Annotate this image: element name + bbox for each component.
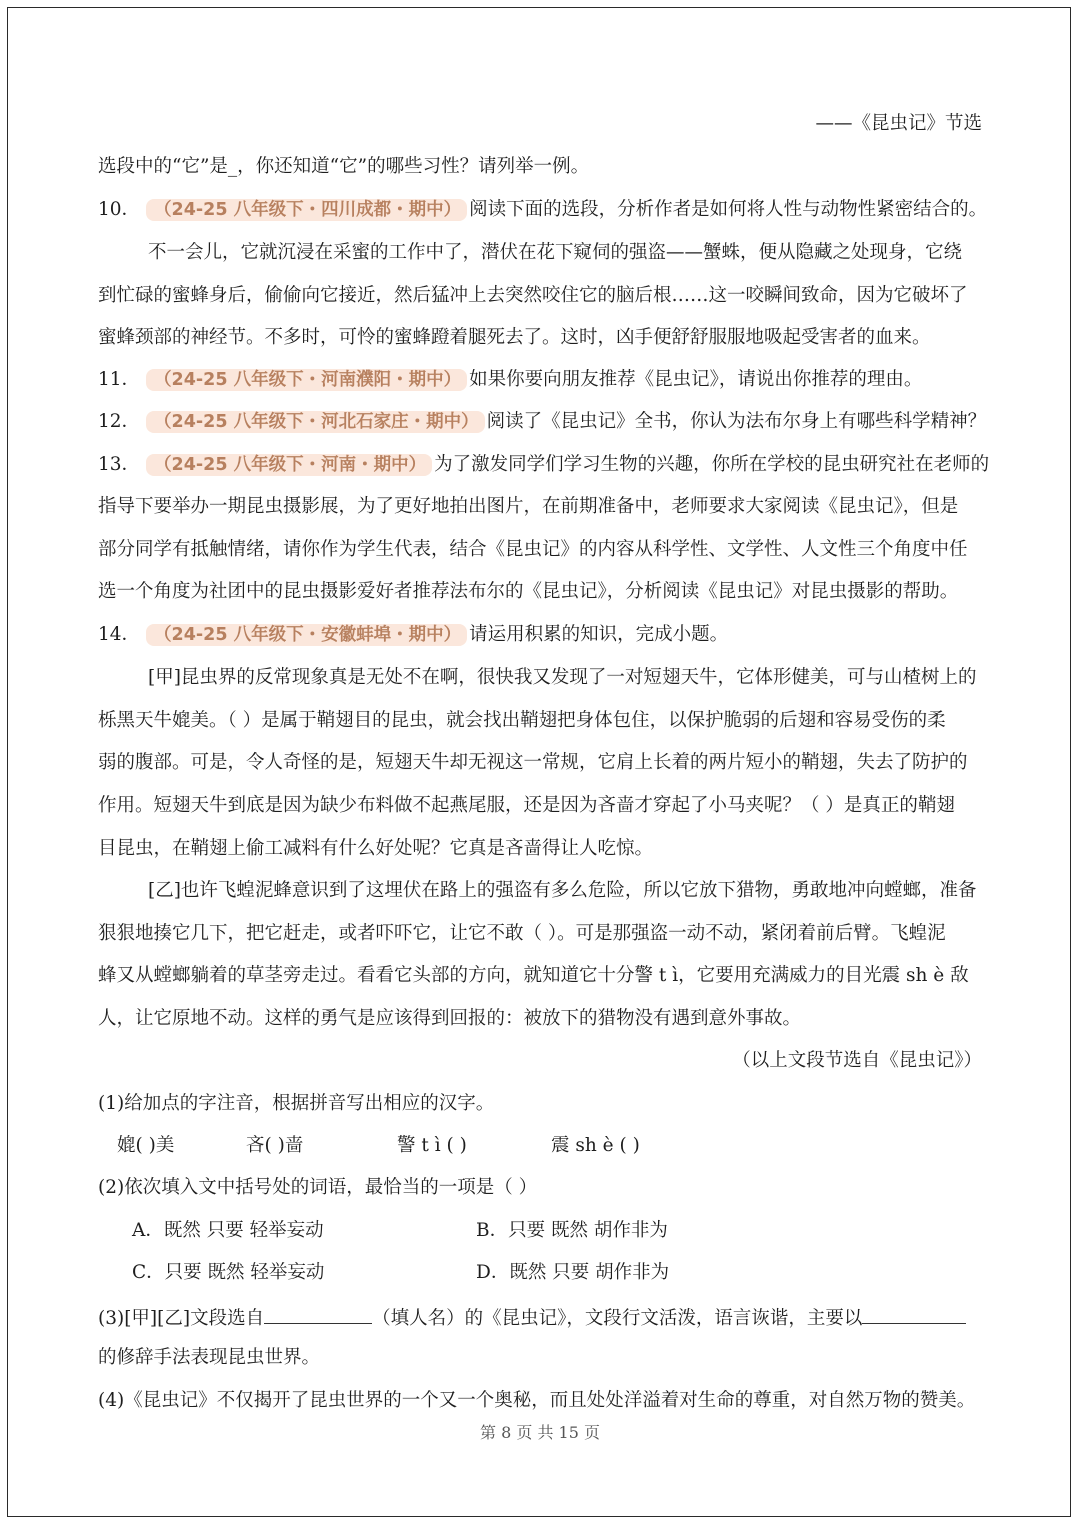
q9-tail: 选段中的“它”是_，你还知道“它”的哪些习性？请列举一例。	[98, 156, 590, 177]
sub-question-2: (2)依次填入文中括号处的词语，最恰当的一项是（ ）	[98, 1177, 538, 1198]
sub-question-3	[98, 1305, 966, 1330]
question-11	[98, 369, 922, 391]
pinyin-item: 吝( )啬	[246, 1135, 304, 1156]
passage-line: 到忙碌的蜜蜂身后，偷偷向它接近，然后猛冲上去突然咬住它的脑后根……这一咬瞬间致命，因为它破坏了	[98, 285, 968, 306]
q-num: 14．	[98, 624, 141, 645]
source-line: ——《昆虫记》节选	[815, 113, 982, 134]
q-text: 阅读下面的选段，分析作者是如何将人性与动物性紧密结合的。	[469, 199, 988, 220]
yi-line: 蜂又从螳螂躺着的草茎旁走过。看看它头部的方向，就知道它十分警 t ì，它要用充满威力的目光震 sh è 敌	[98, 965, 969, 986]
q-text: 请运用积累的知识，完成小题。	[469, 624, 729, 645]
sub-question-4: (4)《昆虫记》不仅揭开了昆虫世界的一个又一个奥秘，而且处处洋溢着对生命的尊重，对自然万物的赞美。	[98, 1390, 976, 1411]
question-10	[98, 199, 987, 221]
jia-line: 目昆虫，在鞘翅上偷工减料有什么好处呢？它真是吝啬得让人吃惊。	[98, 838, 654, 859]
yi-line: 狠狠地揍它几下，把它赶走，或者吓吓它，让它不敢（ ）。可是那强盗一动不动，紧闭着前后臂。飞蝗泥	[98, 923, 946, 944]
yi-line: [乙]也许飞蝗泥蜂意识到了这埋伏在路上的强盗有多么危险，所以它放下猎物，勇敢地冲向螳螂，准备	[148, 880, 977, 901]
q-num: 12．	[98, 411, 141, 432]
q-num: 10．	[98, 199, 141, 220]
answer-blank[interactable]	[862, 1305, 966, 1324]
option-c: C．只要 既然 轻举妄动	[132, 1262, 325, 1283]
source-tag: （24-25 八年级下・河南・期中）	[146, 454, 432, 476]
question-14	[98, 624, 728, 646]
jia-line: [甲]昆虫界的反常现象真是无处不在啊，很快我又发现了一对短翅天牛，它体形健美，可与山楂树上的	[148, 667, 977, 688]
source-tag: （24-25 八年级下・河南濮阳・期中）	[146, 369, 467, 391]
question-12	[98, 411, 986, 433]
q-text: 如果你要向朋友推荐《昆虫记》，请说出你推荐的理由。	[469, 369, 923, 390]
q-text: 阅读了《昆虫记》全书，你认为法布尔身上有哪些科学精神？	[486, 411, 987, 432]
yi-line: 人，让它原地不动。这样的勇气是应该得到回报的：被放下的猎物没有遇到意外事故。	[98, 1008, 802, 1029]
source-tag: （24-25 八年级下・安徽蚌埠・期中）	[146, 624, 467, 646]
jia-line: 作用。短翅天牛到底是因为缺少布料做不起燕尾服，还是因为吝啬才穿起了小马夹呢？（ ）是真正的鞘翅	[98, 795, 955, 816]
source-tag: （24-25 八年级下・四川成都・期中）	[146, 199, 467, 221]
sub3-text-a: (3)[甲][乙]文段选自	[98, 1308, 265, 1329]
passage-source: （以上文段节选自《昆虫记》）	[732, 1050, 982, 1071]
question-13	[98, 454, 989, 476]
jia-line: 栎黑天牛媲美。（ ）是属于鞘翅目的昆虫，就会找出鞘翅把身体包住，以保护脆弱的后翅和容易受伤的柔	[98, 710, 946, 731]
answer-blank[interactable]	[264, 1305, 372, 1324]
q13-line: 指导下要举办一期昆虫摄影展，为了更好地拍出图片，在前期准备中，老师要求大家阅读《昆虫记》，但是	[98, 496, 959, 517]
option-d: D．既然 只要 胡作非为	[476, 1262, 670, 1283]
passage-line: 不一会儿，它就沉浸在采蜜的工作中了，潜伏在花下窥伺的强盗——蟹蛛，便从隐藏之处现身，它绕	[148, 242, 963, 263]
q-num: 11．	[98, 369, 141, 390]
pinyin-item: 震 sh è ( )	[551, 1135, 640, 1156]
sub3-text-b: （填人名）的《昆虫记》，文段行文活泼，语言诙谐，主要以	[372, 1308, 863, 1329]
q-num: 13．	[98, 454, 141, 475]
pinyin-item: 媲( )美	[117, 1135, 175, 1156]
sub-question-1: (1)给加点的字注音，根据拼音写出相应的汉字。	[98, 1093, 495, 1114]
jia-line: 弱的腹部。可是，令人奇怪的是，短翅天牛却无视这一常规，它肩上长着的两片短小的鞘翅，失去了防护的	[98, 752, 968, 773]
page-footer: 第 8 页 共 15 页	[480, 1423, 600, 1442]
passage-line: 蜜蜂颈部的神经节。不多时，可怜的蜜蜂蹬着腿死去了。这时，凶手便舒舒服服地吸起受害者的血来。	[98, 327, 931, 348]
q-text: 为了激发同学们学习生物的兴趣，你所在学校的昆虫研究社在老师的	[434, 454, 990, 475]
pinyin-item: 警 t ì ( )	[397, 1135, 467, 1156]
option-a: A．既然 只要 轻举妄动	[132, 1220, 324, 1241]
q13-line: 选一个角度为社团中的昆虫摄影爱好者推荐法布尔的《昆虫记》，分析阅读《昆虫记》对昆虫摄影的帮助。	[98, 581, 959, 602]
option-b: B．只要 既然 胡作非为	[476, 1220, 668, 1241]
source-tag: （24-25 八年级下・河北石家庄・期中）	[146, 411, 485, 433]
sub3-continued: 的修辞手法表现昆虫世界。	[98, 1347, 321, 1368]
q13-line: 部分同学有抵触情绪，请你作为学生代表，结合《昆虫记》的内容从科学性、文学性、人文性三个角度中任	[98, 539, 968, 560]
